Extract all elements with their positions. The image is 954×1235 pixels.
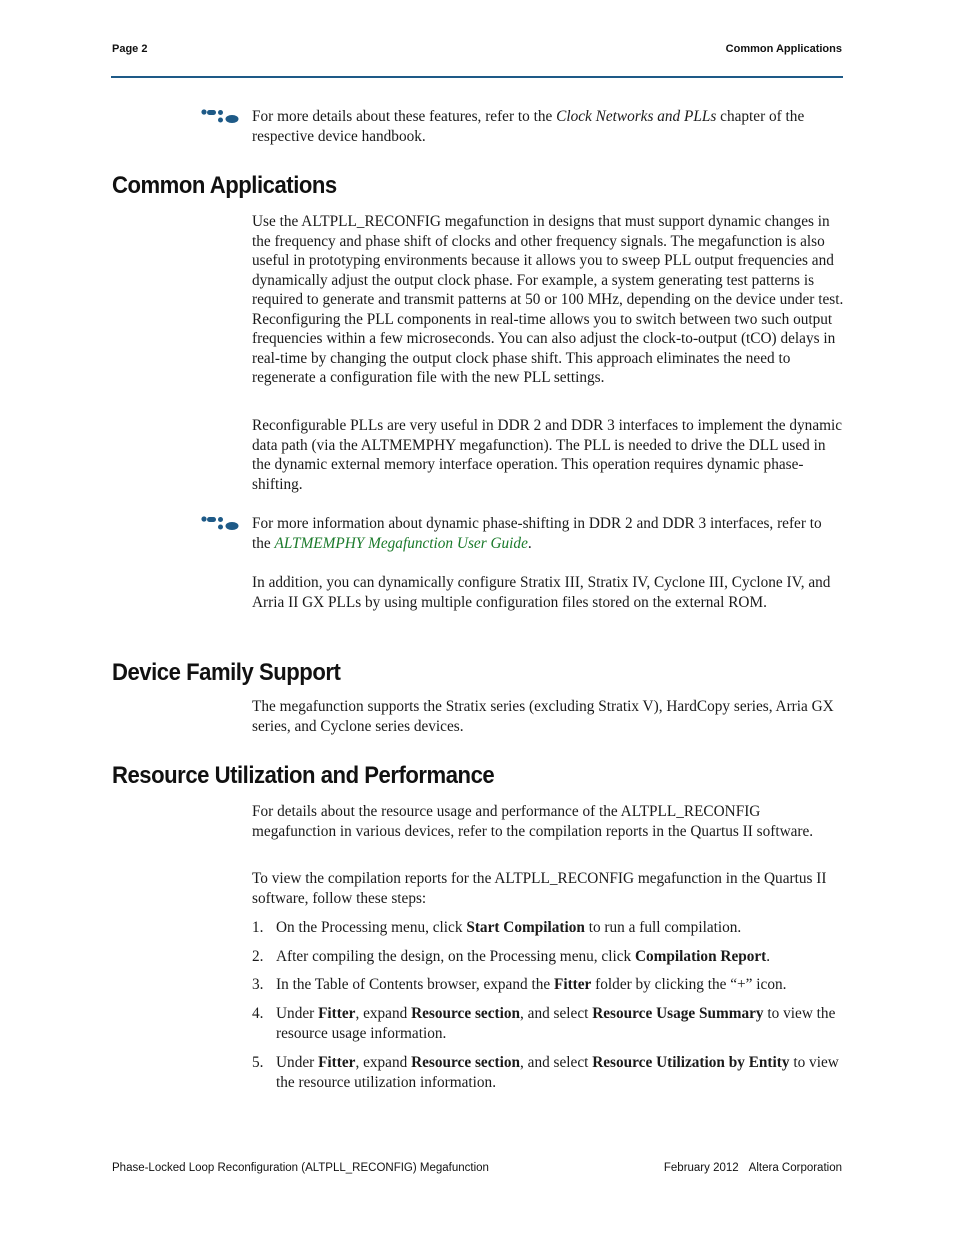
altmemphy-user-guide-link[interactable]: ALTMEMPHY Megafunction User Guide [274,534,528,552]
footer-company: Altera Corporation [748,1162,842,1174]
paragraph-common-apps-3: In addition, you can dynamically configure Stratix III, Stratix IV, Cyclone III, Cyclone IV, and Arria II GX PLLs by using multiple configuration files stored on the external ROM. [252,574,831,611]
step-item: 5. Under Fitter, expand Resource section, and select Resource Utilization by Entity to view the resource utilization information. [252,1054,839,1091]
footer-meta [664,1162,842,1174]
heading-device-family-support: Device Family Support [112,659,341,686]
paragraph-common-apps-2: Reconfigurable PLLs are very useful in DDR 2 and DDR 3 interfaces to implement the dynamic data path (via the ALTMEMPHY megafunction). The PLL is needed to drive the DLL used in the dynamic external memory interface operation. This operation requires dynamic phase-shifting. [252,417,843,493]
note-hand-icon [201,515,239,531]
header-rule [111,76,843,78]
footer-document-title: Phase-Locked Loop Reconfiguration (ALTPLL_RECONFIG) Megafunction [112,1162,489,1174]
step-item: 2. After compiling the design, on the Processing menu, click Compilation Report. [252,948,771,965]
page-number: Page 2 [112,43,148,55]
paragraph-resource-2: To view the compilation reports for the ALTPLL_RECONFIG megafunction in the Quartus II software, follow these steps: [252,870,827,907]
step-item: 1. On the Processing menu, click Start Compilation to run a full compilation. [252,919,742,936]
note-clock-networks: For more details about these features, refer to the Clock Networks and PLLs chapter of the respective device handbook. [252,108,805,145]
paragraph-common-apps-1: Use the ALTPLL_RECONFIG megafunction in designs that must support dynamic changes in the frequency and phase shift of clocks and other frequency signals. The megafunction is also useful in prototyping environments because it allows you to sweep PLL output frequencies and dynamically adjust the output clock phase. For example, a system generating test patterns is required to generate and transmit patterns at 50 or 100 MHz, depending on the device under test. Reconfiguring the PLL components in real-time allows you to switch between two such output frequencies within a few microseconds. You can also adjust the clock-to-output (tCO) delays in real-time by changing the output clock phase shift. This approach eliminates the need to regenerate a configuration file with the new PLL settings. [252,213,844,386]
paragraph-resource-1: For details about the resource usage and performance of the ALTPLL_RECONFIG megafunction in various devices, refer to the compilation reports in the Quartus II software. [252,803,814,840]
step-item: 3. In the Table of Contents browser, expand the Fitter folder by clicking the “+” icon. [252,976,787,993]
note-phase-shifting: For more information about dynamic phase-shifting in DDR 2 and DDR 3 interfaces, refer to the ALTMEMPHY Megafunction User Guide. [252,515,822,552]
heading-common-applications: Common Applications [112,172,337,199]
footer-date: February 2012 [663,1162,739,1174]
paragraph-device-family: The megafunction supports the Stratix series (excluding Stratix V), HardCopy series, Arria GX series, and Cyclone series devices. [252,698,834,735]
heading-resource-utilization: Resource Utilization and Performance [112,762,495,789]
note-hand-icon [201,108,239,124]
clock-networks-chapter-ref: Clock Networks and PLLs [556,108,717,125]
step-item: 4. Under Fitter, expand Resource section, and select Resource Usage Summary to view the resource usage information. [252,1005,836,1042]
running-header: Common Applications [725,43,842,55]
